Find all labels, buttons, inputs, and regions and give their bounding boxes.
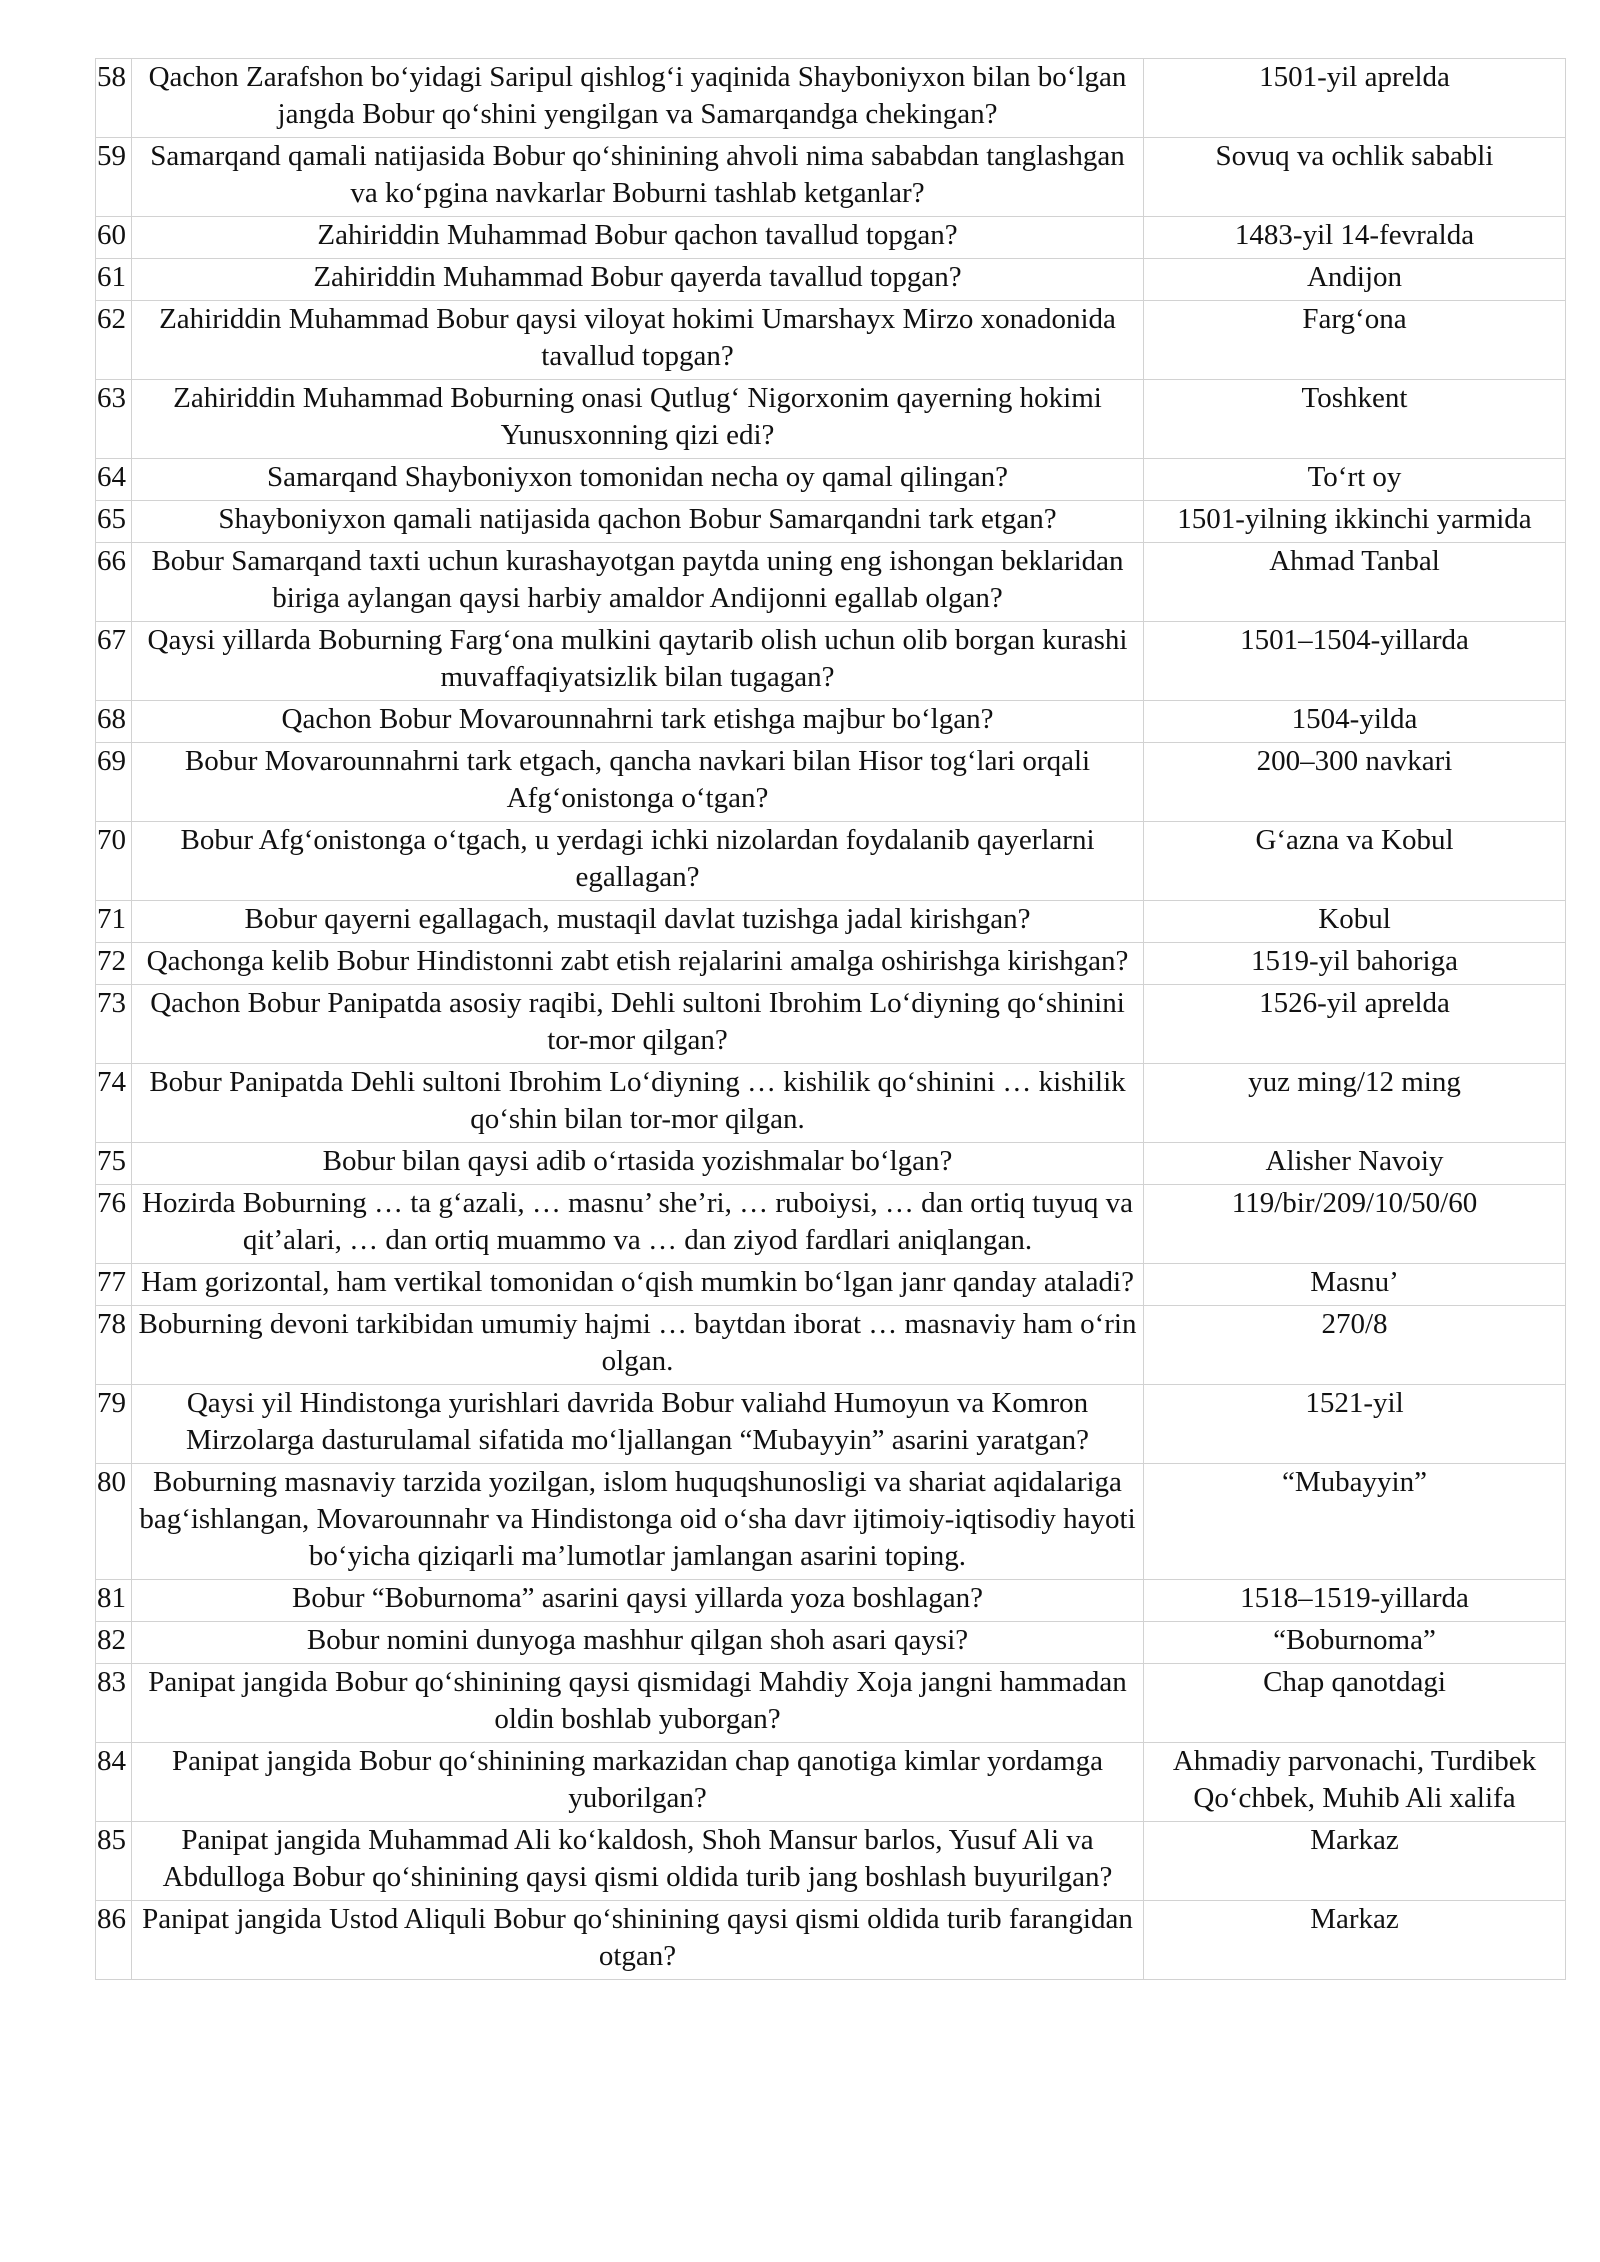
- question-cell: Qachonga kelib Bobur Hindistonni zabt etish rejalarini amalga oshirishga kirishgan?: [132, 943, 1144, 985]
- row-number: 79: [96, 1385, 132, 1464]
- table-row: [96, 217, 1566, 259]
- table-row: [96, 1185, 1566, 1264]
- answer-cell: Kobul: [1144, 901, 1566, 943]
- table-row: [96, 301, 1566, 380]
- answer-cell: Andijon: [1144, 259, 1566, 301]
- answer-cell: yuz ming/12 ming: [1144, 1064, 1566, 1143]
- row-number: 80: [96, 1464, 132, 1580]
- row-number: 86: [96, 1901, 132, 1980]
- table-row: [96, 1901, 1566, 1980]
- answer-cell: 1501–1504-yillarda: [1144, 622, 1566, 701]
- question-cell: Boburning devoni tarkibidan umumiy hajmi … baytdan iborat … masnaviy ham o‘rin olgan.: [132, 1306, 1144, 1385]
- table-row: [96, 1464, 1566, 1580]
- table-row: [96, 59, 1566, 138]
- answer-cell: 1501-yilning ikkinchi yarmida: [1144, 501, 1566, 543]
- table-row: [96, 622, 1566, 701]
- row-number: 73: [96, 985, 132, 1064]
- answer-cell: 200–300 navkari: [1144, 743, 1566, 822]
- question-cell: Bobur Samarqand taxti uchun kurashayotgan paytda uning eng ishongan beklaridan biriga aylangan qaysi harbiy amaldor Andijonni egallab olgan?: [132, 543, 1144, 622]
- row-number: 70: [96, 822, 132, 901]
- question-cell: Qaysi yil Hindistonga yurishlari davrida Bobur valiahd Humoyun va Komron Mirzolarga dasturulamal sifatida mo‘ljallangan “Mubayyin” asarini yaratgan?: [132, 1385, 1144, 1464]
- row-number: 61: [96, 259, 132, 301]
- qa-table: [95, 58, 1566, 1980]
- row-number: 76: [96, 1185, 132, 1264]
- question-cell: Zahiriddin Muhammad Bobur qachon tavallud topgan?: [132, 217, 1144, 259]
- answer-cell: Alisher Navoiy: [1144, 1143, 1566, 1185]
- question-cell: Samarqand qamali natijasida Bobur qo‘shinining ahvoli nima sababdan tanglashgan va ko‘pgina navkarlar Boburni tashlab ketganlar?: [132, 138, 1144, 217]
- row-number: 81: [96, 1580, 132, 1622]
- table-row: [96, 1264, 1566, 1306]
- table-row: [96, 901, 1566, 943]
- question-cell: Samarqand Shayboniyxon tomonidan necha oy qamal qilingan?: [132, 459, 1144, 501]
- answer-cell: 1501-yil aprelda: [1144, 59, 1566, 138]
- table-row: [96, 822, 1566, 901]
- question-cell: Boburning masnaviy tarzida yozilgan, islom huquqshunosligi va shariat aqidalariga bag‘ishlangan, Movarounnahr va Hindistonga oid o‘sha davr ijtimoiy-iqtisodiy hayoti bo‘yicha qiziqarli ma’lumotlar jamlangan asarini toping.: [132, 1464, 1144, 1580]
- row-number: 75: [96, 1143, 132, 1185]
- question-cell: Qaysi yillarda Boburning Farg‘ona mulkini qaytarib olish uchun olib borgan kurashi muvaffaqiyatsizlik bilan tugagan?: [132, 622, 1144, 701]
- answer-cell: Masnu’: [1144, 1264, 1566, 1306]
- answer-cell: To‘rt oy: [1144, 459, 1566, 501]
- table-row: [96, 1664, 1566, 1743]
- question-cell: Panipat jangida Muhammad Ali ko‘kaldosh, Shoh Mansur barlos, Yusuf Ali va Abdulloga Bobur qo‘shinining qaysi qismi oldida turib jang boshlash buyurilgan?: [132, 1822, 1144, 1901]
- table-row: [96, 259, 1566, 301]
- answer-cell: 270/8: [1144, 1306, 1566, 1385]
- row-number: 72: [96, 943, 132, 985]
- qa-table-body: [96, 59, 1566, 1980]
- question-cell: Zahiriddin Muhammad Bobur qaysi viloyat hokimi Umarshayx Mirzo xonadonida tavallud topgan?: [132, 301, 1144, 380]
- answer-cell: Chap qanotdagi: [1144, 1664, 1566, 1743]
- document-page: [95, 58, 1565, 1980]
- answer-cell: Ahmad Tanbal: [1144, 543, 1566, 622]
- table-row: [96, 459, 1566, 501]
- answer-cell: 1518–1519-yillarda: [1144, 1580, 1566, 1622]
- row-number: 60: [96, 217, 132, 259]
- row-number: 58: [96, 59, 132, 138]
- question-cell: Qachon Bobur Movarounnahrni tark etishga majbur bo‘lgan?: [132, 701, 1144, 743]
- table-row: [96, 943, 1566, 985]
- table-row: [96, 1743, 1566, 1822]
- answer-cell: “Boburnoma”: [1144, 1622, 1566, 1664]
- table-row: [96, 1822, 1566, 1901]
- row-number: 85: [96, 1822, 132, 1901]
- table-row: [96, 1306, 1566, 1385]
- answer-cell: G‘azna va Kobul: [1144, 822, 1566, 901]
- table-row: [96, 1580, 1566, 1622]
- row-number: 69: [96, 743, 132, 822]
- table-row: [96, 138, 1566, 217]
- row-number: 68: [96, 701, 132, 743]
- row-number: 78: [96, 1306, 132, 1385]
- table-row: [96, 501, 1566, 543]
- row-number: 71: [96, 901, 132, 943]
- table-row: [96, 1064, 1566, 1143]
- row-number: 64: [96, 459, 132, 501]
- row-number: 62: [96, 301, 132, 380]
- answer-cell: 1519-yil bahoriga: [1144, 943, 1566, 985]
- row-number: 77: [96, 1264, 132, 1306]
- table-row: [96, 743, 1566, 822]
- answer-cell: Ahmadiy parvonachi, Turdibek Qo‘chbek, Muhib Ali xalifa: [1144, 1743, 1566, 1822]
- answer-cell: Markaz: [1144, 1901, 1566, 1980]
- table-row: [96, 380, 1566, 459]
- row-number: 63: [96, 380, 132, 459]
- question-cell: Hozirda Boburning … ta g‘azali, … masnu’ she’ri, … ruboiysi, … dan ortiq tuyuq va qit’alari, … dan ortiq muammo va … dan ziyod fardlari aniqlangan.: [132, 1185, 1144, 1264]
- answer-cell: 1521-yil: [1144, 1385, 1566, 1464]
- table-row: [96, 985, 1566, 1064]
- table-row: [96, 1622, 1566, 1664]
- row-number: 83: [96, 1664, 132, 1743]
- row-number: 59: [96, 138, 132, 217]
- question-cell: Bobur nomini dunyoga mashhur qilgan shoh asari qaysi?: [132, 1622, 1144, 1664]
- question-cell: Zahiriddin Muhammad Boburning onasi Qutlug‘ Nigorxonim qayerning hokimi Yunusxonning qizi edi?: [132, 380, 1144, 459]
- answer-cell: Toshkent: [1144, 380, 1566, 459]
- question-cell: Panipat jangida Bobur qo‘shinining qaysi qismidagi Mahdiy Xoja jangni hammadan oldin boshlab yuborgan?: [132, 1664, 1144, 1743]
- table-row: [96, 701, 1566, 743]
- answer-cell: Sovuq va ochlik sababli: [1144, 138, 1566, 217]
- question-cell: Bobur Panipatda Dehli sultoni Ibrohim Lo‘diyning … kishilik qo‘shinini … kishilik qo‘shin bilan tor-mor qilgan.: [132, 1064, 1144, 1143]
- row-number: 65: [96, 501, 132, 543]
- question-cell: Panipat jangida Bobur qo‘shinining markazidan chap qanotiga kimlar yordamga yuborilgan?: [132, 1743, 1144, 1822]
- answer-cell: “Mubayyin”: [1144, 1464, 1566, 1580]
- question-cell: Bobur bilan qaysi adib o‘rtasida yozishmalar bo‘lgan?: [132, 1143, 1144, 1185]
- answer-cell: Farg‘ona: [1144, 301, 1566, 380]
- row-number: 84: [96, 1743, 132, 1822]
- question-cell: Panipat jangida Ustod Aliquli Bobur qo‘shinining qaysi qismi oldida turib farangidan otgan?: [132, 1901, 1144, 1980]
- row-number: 66: [96, 543, 132, 622]
- answer-cell: 1526-yil aprelda: [1144, 985, 1566, 1064]
- question-cell: Bobur “Boburnoma” asarini qaysi yillarda yoza boshlagan?: [132, 1580, 1144, 1622]
- question-cell: Ham gorizontal, ham vertikal tomonidan o‘qish mumkin bo‘lgan janr qanday ataladi?: [132, 1264, 1144, 1306]
- answer-cell: 119/bir/209/10/50/60: [1144, 1185, 1566, 1264]
- question-cell: Zahiriddin Muhammad Bobur qayerda tavallud topgan?: [132, 259, 1144, 301]
- table-row: [96, 1143, 1566, 1185]
- question-cell: Qachon Bobur Panipatda asosiy raqibi, Dehli sultoni Ibrohim Lo‘diyning qo‘shinini tor-mor qilgan?: [132, 985, 1144, 1064]
- row-number: 74: [96, 1064, 132, 1143]
- answer-cell: 1504-yilda: [1144, 701, 1566, 743]
- answer-cell: Markaz: [1144, 1822, 1566, 1901]
- question-cell: Bobur Afg‘onistonga o‘tgach, u yerdagi ichki nizolardan foydalanib qayerlarni egallagan?: [132, 822, 1144, 901]
- question-cell: Shayboniyxon qamali natijasida qachon Bobur Samarqandni tark etgan?: [132, 501, 1144, 543]
- question-cell: Qachon Zarafshon bo‘yidagi Saripul qishlog‘i yaqinida Shayboniyxon bilan bo‘lgan jangda Bobur qo‘shini yengilgan va Samarqandga chekingan?: [132, 59, 1144, 138]
- answer-cell: 1483-yil 14-fevralda: [1144, 217, 1566, 259]
- question-cell: Bobur Movarounnahrni tark etgach, qancha navkari bilan Hisor tog‘lari orqali Afg‘onistonga o‘tgan?: [132, 743, 1144, 822]
- table-row: [96, 543, 1566, 622]
- row-number: 67: [96, 622, 132, 701]
- question-cell: Bobur qayerni egallagach, mustaqil davlat tuzishga jadal kirishgan?: [132, 901, 1144, 943]
- row-number: 82: [96, 1622, 132, 1664]
- table-row: [96, 1385, 1566, 1464]
